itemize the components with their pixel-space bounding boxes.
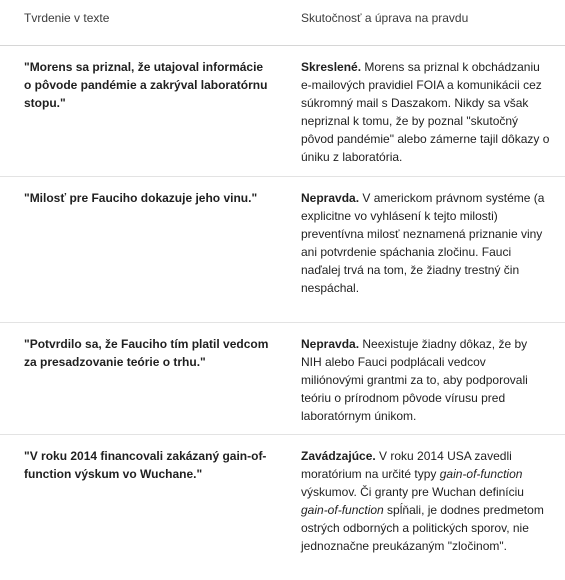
header-reality: Skutočnosť a úprava na pravdu [301,11,469,25]
reality-text: Morens sa priznal k obchádzaniu e-mailových pravidiel FOIA a komunikácii cez súkromný mail s Daszakom. Nikdy sa však nepriznal k tomu, že by poznal "skutočný pôvod pandémie" alebo zámerne tajil dôkazy o úniku z laboratória. [301,60,550,164]
reality-text: V americkom právnom systéme (a explicitne vo vyhlásení k tejto milosti) preventívna milosť neznamená priznanie viny ani potvrdenie spáchania zločinu. Fauci naďalej trvá na tom, že žiadny trestný čin nespáchal. [301,191,545,295]
table-row [0,435,565,580]
reality-cell [277,447,565,568]
verdict-label: Nepravda. [301,337,360,351]
claim-cell: "Milosť pre Fauciho dokazuje jeho vinu." [24,191,258,205]
term-italic: gain-of-function [301,503,384,517]
table-row [0,177,565,323]
claim-cell: "Potvrdilo sa, že Fauciho tím platil vedcom za presadzovanie teórie o trhu." [24,337,269,369]
verdict-label: Skreslené. [301,60,362,74]
reality-cell [277,189,565,310]
reality-text: výskumov. Či granty pre Wuchan definíciu [301,485,524,499]
term-italic: gain-of-function [439,467,523,481]
claim-cell: "Morens sa priznal, že utajoval informácie o pôvode pandémie a zakrýval laboratórnu stopu." [24,60,268,110]
verdict-label: Zavádzajúce. [301,449,376,463]
table-header-row [0,0,565,46]
claim-cell: "V roku 2014 financovali zakázaný gain-of-function výskum vo Wuchane." [24,449,267,481]
reality-text: V roku 2014 USA zavedli moratórium na určité typy [301,449,512,481]
header-claim: Tvrdenie v texte [24,11,110,25]
reality-cell [277,335,565,422]
reality-text: Neexistuje žiadny dôkaz, že by NIH alebo Fauci podplácali vedcov miliónovými grantmi za to, aby podporovali teóriu o prírodnom pôvode vírusu pred laboratórnym únikom. [301,337,528,423]
table-row [0,323,565,435]
table-row [0,46,565,177]
reality-text: spĺňali, je dodnes predmetom ostrých odborných a politických sporov, nie jednoznačne preukázaným "zločinom". [301,503,544,553]
verdict-label: Nepravda. [301,191,360,205]
reality-cell [277,58,565,164]
